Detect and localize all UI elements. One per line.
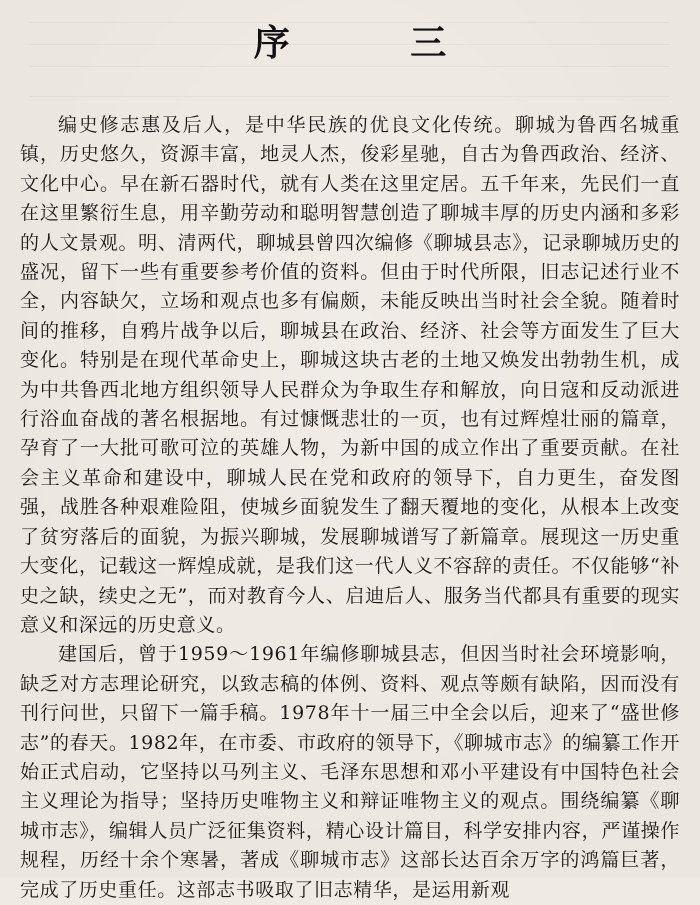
page-title: 序 三 [253, 23, 501, 64]
paragraph-1: 编史修志惠及后人，是中华民族的优良文化传统。聊城为鲁西名城重镇，历史悠久，资源丰富，地灵人杰，俊彩星驰，自古为鲁西政治、经济、文化中心。早在新石器时代，就有人类在这里定居。五千年来，先民们一直在这里繁衍生息，用辛勤劳动和聪明智慧创造了聊城丰厚的历史内涵和多彩的人文景观。明、清两代，聊城县曾四次编修《聊城县志》，记录聊城历史的盛况，留下一些有重要参考价值的资料。但由于时代所限，旧志记述行业不全，内容缺欠，立场和观点也多有偏颇，未能反映出当时社会全貌。随着时间的推移，自鸦片战争以后，聊城县在政治、经济、社会等方面发生了巨大变化。特别是在现代革命史上，聊城这块古老的土地又焕发出勃勃生机，成为中共鲁西北地方组织领导人民群众为争取生存和解放，向日寇和反动派进行浴血奋战的著名根据地。有过慷慨悲壮的一页，也有过辉煌壮丽的篇章，孕育了一大批可歌可泣的英雄人物，为新中国的成立作出了重要贡献。在社会主义革命和建设中，聊城人民在党和政府的领导下，自力更生，奋发图强，战胜各种艰难险阻，使城乡面貌发生了翻天覆地的变化，从根本上改变了贫穷落后的面貌，为振兴聊城，发展聊城谱写了新篇章。展现这一历史重大变化，记载这一辉煌成就，是我们这一代人义不容辞的责任。不仅能够“补史之缺，续史之无”，而对教育今人、启迪后人、服务当代都具有重要的现实意义和深远的历史意义。 [20, 114, 680, 636]
body-text [20, 111, 680, 905]
paragraph-2: 建国后，曾于1959～1961年编修聊城县志，但因当时社会环境影响，缺乏对方志理论研究，以致志稿的体例、资料、观点等颇有缺陷，因而没有刊行问世，只留下一篇手稿。1978年十一届三中全会以后，迎来了“盛世修志”的春天。1982年，在市委、市政府的领导下，《聊城市志》的编纂工作开始正式启动，它坚持以马列主义、毛泽东思想和邓小平建设有中国特色社会主义理论为指导；坚持历史唯物主义和辩证唯物主义的观点。围绕编纂《聊城市志》，编辑人员广泛征集资料，精心设计篇目，科学安排内容，严谨操作规程，历经十余个寒暑，著成《聊城市志》这部长达百余万字的鸿篇巨著，完成了历史重任。这部志书吸取了旧志精华，是运用新观 [20, 643, 680, 901]
